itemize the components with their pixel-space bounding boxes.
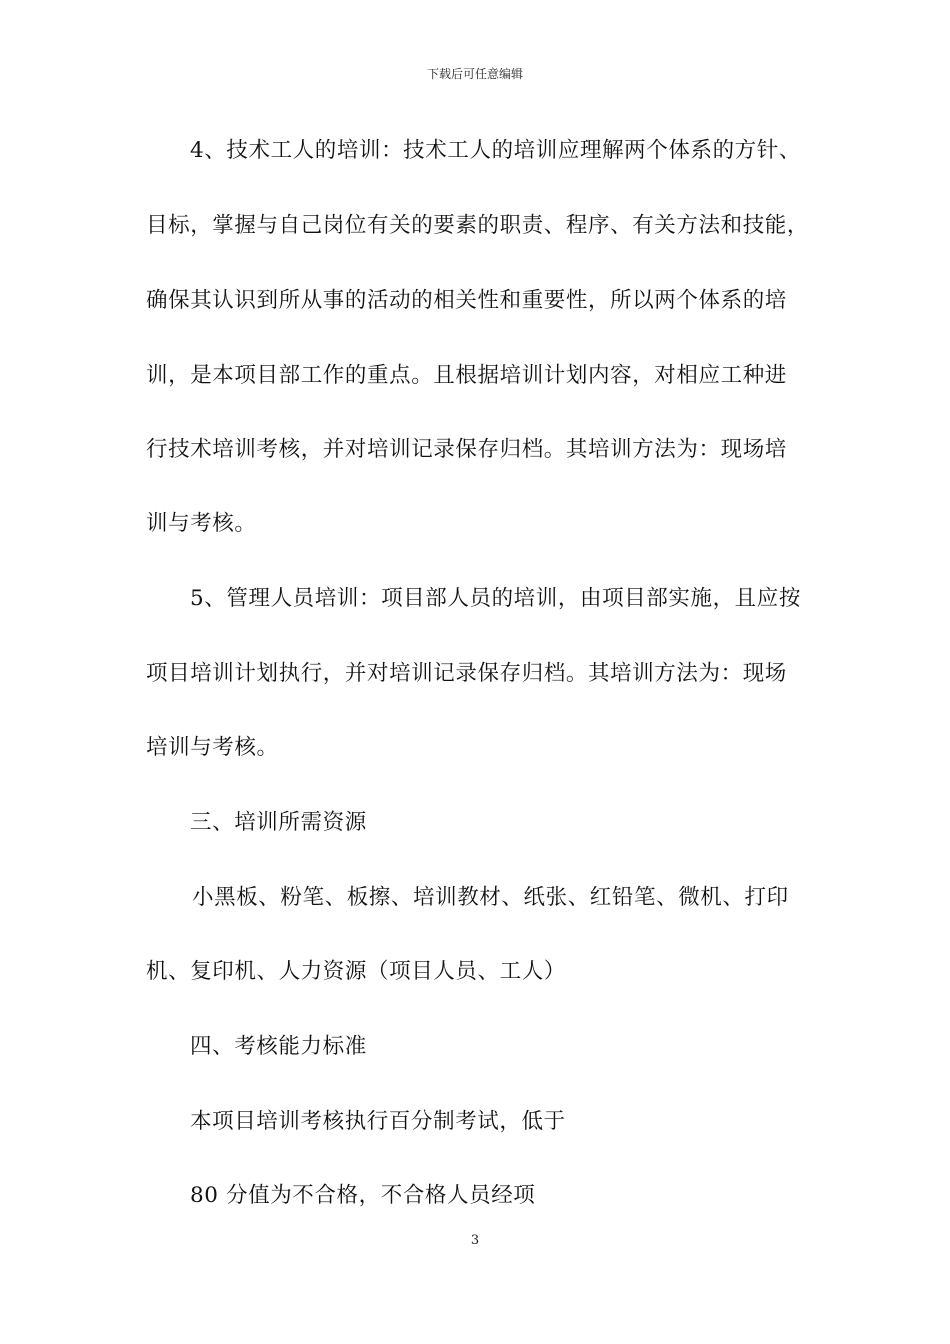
paragraph-line: 4、技术工人的培训：技术工人的培训应理解两个体系的方针、 bbox=[190, 138, 801, 163]
paragraph-line: 训与考核。 bbox=[146, 511, 257, 536]
paragraph-line: 确保其认识到所从事的活动的相关性和重要性，所以两个体系的培 bbox=[146, 288, 787, 313]
page-number: 3 bbox=[470, 1233, 480, 1248]
paragraph-line: 目标，掌握与自己岗位有关的要素的职责、程序、有关方法和技能， bbox=[146, 213, 810, 238]
section-heading: 四、考核能力标准 bbox=[190, 1034, 367, 1059]
paragraph-line: 项目培训计划执行，并对培训记录保存归档。其培训方法为：现场 bbox=[146, 661, 787, 686]
paragraph-line: 机、复印机、人力资源（项目人员、工人） bbox=[146, 959, 566, 984]
paragraph-line: 培训与考核。 bbox=[146, 735, 279, 760]
paragraph-line: 5、管理人员培训：项目部人员的培训，由项目部实施，且应按 bbox=[190, 586, 801, 611]
paragraph-line: 行技术培训考核，并对培训记录保存归档。其培训方法为：现场培 bbox=[146, 437, 787, 462]
paragraph-line: 训，是本项目部工作的重点。且根据培训计划内容，对相应工种进 bbox=[146, 363, 787, 388]
section-heading: 三、培训所需资源 bbox=[190, 810, 367, 835]
paragraph-line: 本项目培训考核执行百分制考试，低于 bbox=[190, 1109, 566, 1134]
page-header: 下载后可任意编辑 bbox=[426, 67, 523, 81]
paragraph-line: 80 分值为不合格，不合格人员经项 bbox=[190, 1183, 536, 1208]
paragraph-line: 小黑板、粉笔、板擦、培训教材、纸张、红铅笔、微机、打印 bbox=[192, 885, 789, 910]
